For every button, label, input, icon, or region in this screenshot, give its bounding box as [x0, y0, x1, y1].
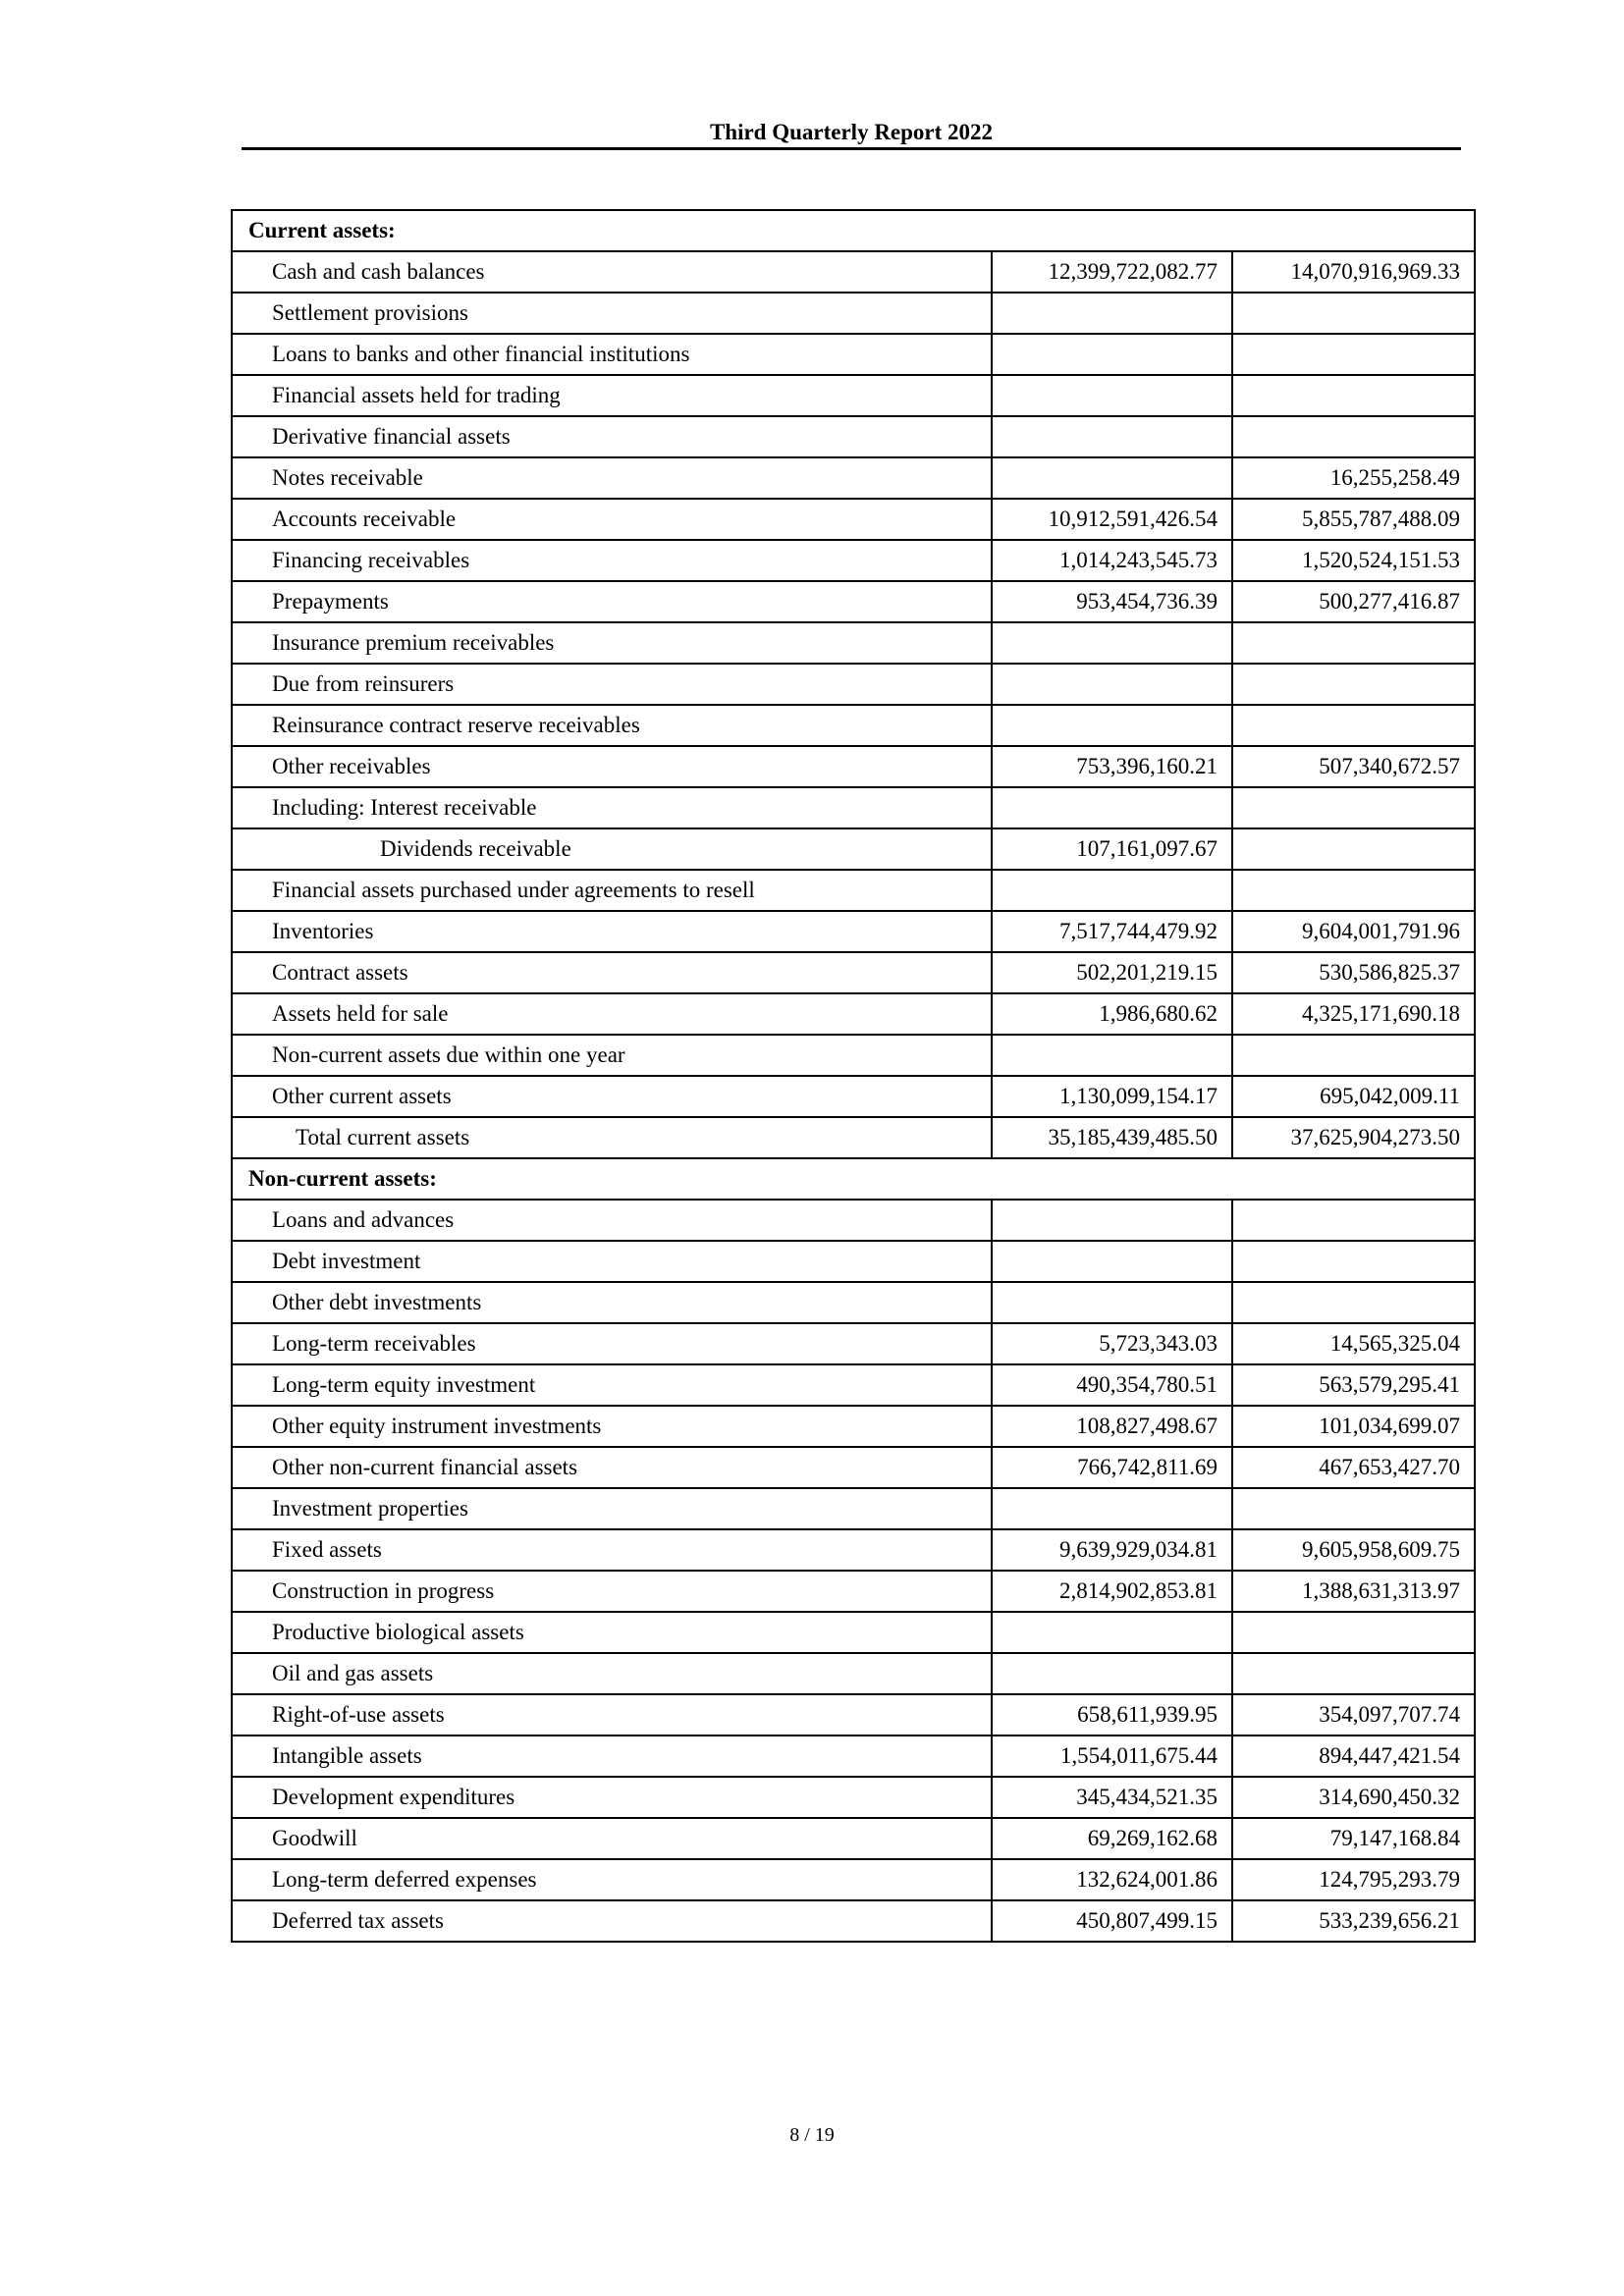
prior-period-value — [1232, 622, 1475, 664]
table-row — [232, 1035, 1475, 1076]
prior-period-value: 1,520,524,151.53 — [1232, 540, 1475, 581]
prior-period-value: 14,565,325.04 — [1232, 1323, 1475, 1364]
row-label: Non-current assets due within one year — [232, 1035, 992, 1076]
prior-period-value: 500,277,416.87 — [1232, 581, 1475, 622]
table-row — [232, 1777, 1475, 1818]
current-period-value: 9,639,929,034.81 — [992, 1529, 1232, 1571]
current-period-value: 132,624,001.86 — [992, 1859, 1232, 1900]
row-label: Development expenditures — [232, 1777, 992, 1818]
total-row — [232, 1117, 1475, 1158]
current-period-value: 1,014,243,545.73 — [992, 540, 1232, 581]
noncurrent-assets-heading: Non-current assets: — [232, 1158, 1475, 1200]
table-row — [232, 1735, 1475, 1777]
row-label: Loans to banks and other financial institutions — [232, 334, 992, 375]
section-header-row — [232, 210, 1475, 251]
row-label: Dividends receivable — [232, 828, 992, 870]
prior-period-value — [1232, 293, 1475, 334]
prior-period-value — [1232, 828, 1475, 870]
current-period-value: 753,396,160.21 — [992, 746, 1232, 787]
row-label: Notes receivable — [232, 457, 992, 499]
current-period-value — [992, 622, 1232, 664]
prior-period-value: 314,690,450.32 — [1232, 1777, 1475, 1818]
current-period-value — [992, 416, 1232, 457]
prior-period-value — [1232, 664, 1475, 705]
table-row — [232, 1488, 1475, 1529]
table-row — [232, 1818, 1475, 1859]
current-period-value: 10,912,591,426.54 — [992, 499, 1232, 540]
table-row — [232, 499, 1475, 540]
current-period-value: 345,434,521.35 — [992, 1777, 1232, 1818]
current-period-value: 108,827,498.67 — [992, 1406, 1232, 1447]
current-period-value: 12,399,722,082.77 — [992, 251, 1232, 293]
table-row — [232, 705, 1475, 746]
current-period-value — [992, 870, 1232, 911]
prior-period-value — [1232, 1488, 1475, 1529]
current-period-value — [992, 1282, 1232, 1323]
table-row — [232, 1406, 1475, 1447]
current-period-value — [992, 375, 1232, 416]
row-label: Due from reinsurers — [232, 664, 992, 705]
row-label: Goodwill — [232, 1818, 992, 1859]
table-row — [232, 251, 1475, 293]
prior-period-value: 1,388,631,313.97 — [1232, 1571, 1475, 1612]
prior-period-value — [1232, 334, 1475, 375]
table-row — [232, 1900, 1475, 1942]
row-label: Investment properties — [232, 1488, 992, 1529]
table-row — [232, 457, 1475, 499]
prior-period-value — [1232, 1035, 1475, 1076]
balance-sheet-table — [231, 209, 1476, 1943]
prior-period-value — [1232, 787, 1475, 828]
row-label: Construction in progress — [232, 1571, 992, 1612]
row-label: Derivative financial assets — [232, 416, 992, 457]
current-period-value: 1,986,680.62 — [992, 993, 1232, 1035]
row-label: Intangible assets — [232, 1735, 992, 1777]
row-label: Long-term deferred expenses — [232, 1859, 992, 1900]
current-period-value: 658,611,939.95 — [992, 1694, 1232, 1735]
prior-period-value: 79,147,168.84 — [1232, 1818, 1475, 1859]
current-period-value — [992, 1612, 1232, 1653]
row-label: Fixed assets — [232, 1529, 992, 1571]
current-period-value — [992, 705, 1232, 746]
current-period-value — [992, 334, 1232, 375]
prior-period-value: 354,097,707.74 — [1232, 1694, 1475, 1735]
current-period-value: 7,517,744,479.92 — [992, 911, 1232, 952]
row-label: Accounts receivable — [232, 499, 992, 540]
table-row — [232, 1571, 1475, 1612]
table-row — [232, 1612, 1475, 1653]
current-period-value — [992, 293, 1232, 334]
row-label: Financing receivables — [232, 540, 992, 581]
table-row — [232, 416, 1475, 457]
prior-period-value: 9,605,958,609.75 — [1232, 1529, 1475, 1571]
prior-period-value: 5,855,787,488.09 — [1232, 499, 1475, 540]
row-label: Debt investment — [232, 1241, 992, 1282]
current-period-value — [992, 1653, 1232, 1694]
total-current-assets-label: Total current assets — [232, 1117, 992, 1158]
row-label: Other current assets — [232, 1076, 992, 1117]
current-period-value — [992, 457, 1232, 499]
row-label: Prepayments — [232, 581, 992, 622]
prior-period-value — [1232, 705, 1475, 746]
row-label: Insurance premium receivables — [232, 622, 992, 664]
row-label: Right-of-use assets — [232, 1694, 992, 1735]
prior-period-value: 507,340,672.57 — [1232, 746, 1475, 787]
current-period-value: 35,185,439,485.50 — [992, 1117, 1232, 1158]
table-row — [232, 1076, 1475, 1117]
table-row — [232, 1282, 1475, 1323]
current-assets-heading: Current assets: — [232, 210, 1475, 251]
table-row — [232, 828, 1475, 870]
prior-period-value: 124,795,293.79 — [1232, 1859, 1475, 1900]
table-row — [232, 870, 1475, 911]
row-label: Long-term equity investment — [232, 1364, 992, 1406]
page-number: 8 / 19 — [789, 2124, 835, 2146]
table-row — [232, 664, 1475, 705]
row-label: Assets held for sale — [232, 993, 992, 1035]
table-row — [232, 1859, 1475, 1900]
current-period-value: 2,814,902,853.81 — [992, 1571, 1232, 1612]
table-row — [232, 787, 1475, 828]
current-period-value: 490,354,780.51 — [992, 1364, 1232, 1406]
prior-period-value — [1232, 1612, 1475, 1653]
current-period-value — [992, 1200, 1232, 1241]
prior-period-value: 894,447,421.54 — [1232, 1735, 1475, 1777]
prior-period-value — [1232, 1241, 1475, 1282]
current-period-value: 766,742,811.69 — [992, 1447, 1232, 1488]
report-title: Third Quarterly Report 2022 — [709, 120, 994, 144]
table-row — [232, 1653, 1475, 1694]
table-row — [232, 334, 1475, 375]
table-row — [232, 1323, 1475, 1364]
table-row — [232, 1694, 1475, 1735]
row-label: Long-term receivables — [232, 1323, 992, 1364]
prior-period-value: 530,586,825.37 — [1232, 952, 1475, 993]
row-label: Financial assets held for trading — [232, 375, 992, 416]
current-period-value — [992, 1241, 1232, 1282]
current-period-value: 107,161,097.67 — [992, 828, 1232, 870]
row-label: Reinsurance contract reserve receivables — [232, 705, 992, 746]
current-period-value: 69,269,162.68 — [992, 1818, 1232, 1859]
row-label: Deferred tax assets — [232, 1900, 992, 1942]
table-row — [232, 1447, 1475, 1488]
table-row — [232, 293, 1475, 334]
current-period-value: 502,201,219.15 — [992, 952, 1232, 993]
row-label: Contract assets — [232, 952, 992, 993]
row-label: Other non-current financial assets — [232, 1447, 992, 1488]
prior-period-value — [1232, 416, 1475, 457]
table-row — [232, 952, 1475, 993]
header-rule — [242, 147, 1461, 150]
table-row — [232, 1241, 1475, 1282]
prior-period-value: 16,255,258.49 — [1232, 457, 1475, 499]
table-row — [232, 1529, 1475, 1571]
row-label: Financial assets purchased under agreements to resell — [232, 870, 992, 911]
prior-period-value: 101,034,699.07 — [1232, 1406, 1475, 1447]
prior-period-value — [1232, 1200, 1475, 1241]
prior-period-value: 533,239,656.21 — [1232, 1900, 1475, 1942]
prior-period-value: 37,625,904,273.50 — [1232, 1117, 1475, 1158]
row-label: Settlement provisions — [232, 293, 992, 334]
table-row — [232, 622, 1475, 664]
prior-period-value — [1232, 1653, 1475, 1694]
table-row — [232, 1200, 1475, 1241]
table-row — [232, 911, 1475, 952]
table-row — [232, 581, 1475, 622]
prior-period-value: 695,042,009.11 — [1232, 1076, 1475, 1117]
row-label: Other equity instrument investments — [232, 1406, 992, 1447]
current-period-value — [992, 1488, 1232, 1529]
table-row — [232, 540, 1475, 581]
prior-period-value — [1232, 1282, 1475, 1323]
table-row — [232, 1364, 1475, 1406]
table-row — [232, 993, 1475, 1035]
row-label: Productive biological assets — [232, 1612, 992, 1653]
current-period-value: 1,554,011,675.44 — [992, 1735, 1232, 1777]
current-period-value: 5,723,343.03 — [992, 1323, 1232, 1364]
current-period-value — [992, 787, 1232, 828]
row-label: Cash and cash balances — [232, 251, 992, 293]
row-label: Loans and advances — [232, 1200, 992, 1241]
prior-period-value: 9,604,001,791.96 — [1232, 911, 1475, 952]
row-label: Other receivables — [232, 746, 992, 787]
current-period-value: 450,807,499.15 — [992, 1900, 1232, 1942]
row-label: Other debt investments — [232, 1282, 992, 1323]
prior-period-value: 467,653,427.70 — [1232, 1447, 1475, 1488]
table-row — [232, 746, 1475, 787]
current-period-value: 953,454,736.39 — [992, 581, 1232, 622]
prior-period-value: 14,070,916,969.33 — [1232, 251, 1475, 293]
prior-period-value: 563,579,295.41 — [1232, 1364, 1475, 1406]
prior-period-value: 4,325,171,690.18 — [1232, 993, 1475, 1035]
row-label: Including: Interest receivable — [232, 787, 992, 828]
current-period-value: 1,130,099,154.17 — [992, 1076, 1232, 1117]
row-label: Oil and gas assets — [232, 1653, 992, 1694]
section-header-row — [232, 1158, 1475, 1200]
prior-period-value — [1232, 375, 1475, 416]
current-period-value — [992, 664, 1232, 705]
table-row — [232, 375, 1475, 416]
row-label: Inventories — [232, 911, 992, 952]
current-period-value — [992, 1035, 1232, 1076]
prior-period-value — [1232, 870, 1475, 911]
